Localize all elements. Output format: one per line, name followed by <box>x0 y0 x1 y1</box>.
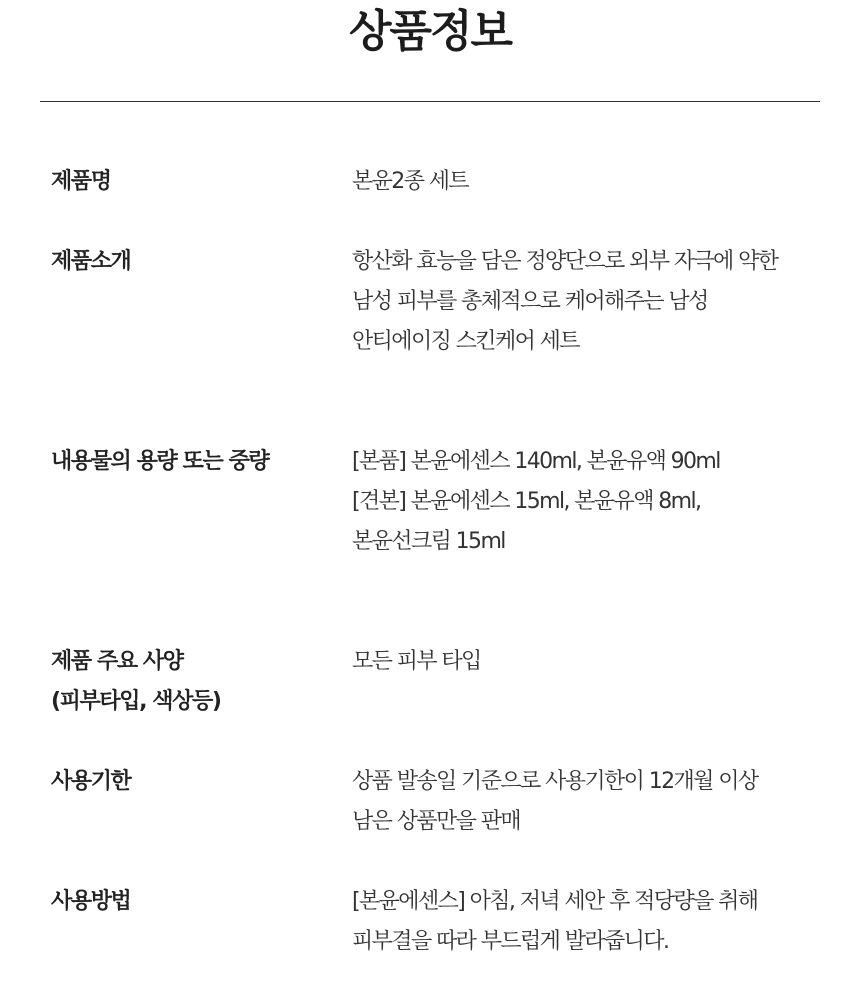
row-value <box>352 242 830 362</box>
value-line: 상품 발송일 기준으로 사용기한이 12개월 이상 <box>352 769 758 794</box>
label-line: 내용물의 용량 또는 중량 <box>51 449 269 474</box>
label-line: 제품명 <box>51 169 111 194</box>
value-line: [본윤에센스] 아침, 저녁 세안 후 적당량을 취해 <box>352 889 758 914</box>
row-value <box>352 162 830 202</box>
value-line: [본품] 본윤에센스 140ml, 본윤유액 90ml <box>352 449 720 474</box>
label-line: (피부타입, 색상등) <box>51 689 221 714</box>
value-line: 안티에이징 스킨케어 세트 <box>352 329 579 354</box>
value-line: 피부결을 따라 부드럽게 발라줍니다. <box>352 929 669 954</box>
value-line: [견본] 본윤에센스 15ml, 본윤유액 8ml, <box>352 489 701 514</box>
page-title: 상품정보 <box>348 6 511 57</box>
title-divider <box>40 101 820 102</box>
row-value <box>352 882 830 962</box>
row-label <box>51 642 341 722</box>
value-line: 남성 피부를 총체적으로 케어해주는 남성 <box>352 289 708 314</box>
value-line: 남은 상품만을 판매 <box>352 809 521 834</box>
value-line: 모든 피부 타입 <box>352 649 481 674</box>
row-value <box>352 762 830 842</box>
label-line: 제품소개 <box>51 249 131 274</box>
label-line: 제품 주요 사양 <box>51 649 183 674</box>
value-line: 항산화 효능을 담은 정양단으로 외부 자극에 약한 <box>352 249 778 274</box>
row-label <box>51 162 341 202</box>
label-line: 사용기한 <box>51 769 131 794</box>
row-value <box>352 642 830 682</box>
value-line: 본윤2종 세트 <box>352 169 469 194</box>
row-label <box>51 882 341 922</box>
value-line: 본윤선크림 15ml <box>352 529 505 554</box>
row-label <box>51 442 341 482</box>
row-value <box>352 442 830 562</box>
row-label <box>51 242 341 282</box>
label-line: 사용방법 <box>51 889 131 914</box>
row-label <box>51 762 341 802</box>
